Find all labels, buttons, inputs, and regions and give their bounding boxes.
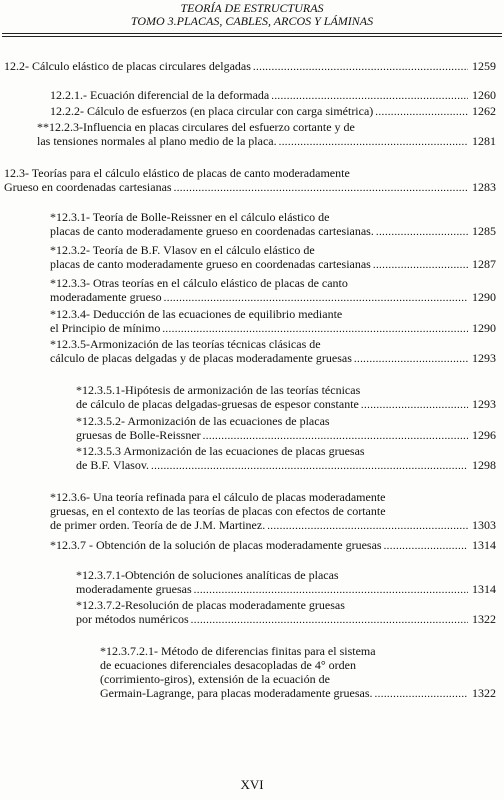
toc-entry-12-3-1[interactable] [50,210,496,239]
book-title: TEORÍA DE ESTRUCTURAS [180,1,324,15]
entry-page-number: 1290 [472,321,496,335]
toc-entry-12-3-5-2[interactable] [76,414,496,443]
entry-title-line: *12.3.5.1-Hipótesis de armonización de las teorías técnicas [76,383,361,397]
entry-final-line [50,518,496,533]
entry-title-line: gruesas, en el contexto de las teorías de placas con efectos de cortante [50,504,386,518]
toc-entry-12-3-7-2-1[interactable] [100,644,496,701]
dot-leader [267,518,468,533]
toc-entry-12-2-3[interactable] [37,120,496,149]
entry-final-line [50,351,496,366]
entry-final-line [100,686,496,701]
entry-page-number: 1290 [472,290,496,304]
dot-leader [361,397,468,412]
dot-leader [191,612,468,627]
toc-entry-12-3-2[interactable] [50,243,496,272]
entry-page-number: 1322 [472,612,496,626]
entry-title-text: moderadamente grueso [50,290,162,304]
entry-title-line: *12.3.7.2-Resolución de placas moderadamente gruesas [76,598,345,612]
entry-page-number: 1285 [472,224,496,238]
entry-title-line: *12.3.7.1-Obtención de soluciones analíticas de placas [76,568,339,582]
entry-page-number: 1303 [472,518,496,532]
toc-entry-12-3-5[interactable] [50,337,496,366]
entry-title-line: (corrimiento-giros), extensión de la ecuación de [100,672,330,686]
entry-title-line: *12.3.2- Teoría de B.F. Vlasov en el cálculo elástico de [50,243,315,257]
entry-page-number: 1260 [472,88,496,102]
entry-page-number: 1293 [472,397,496,411]
dot-leader [384,538,468,553]
entry-final-line [50,290,496,305]
entry-title-line: *12.3.5.2- Armonización de las ecuaciones de placas [76,414,330,428]
entry-page-number: 1281 [472,134,496,148]
dot-leader [375,104,468,119]
entry-final-line [76,582,496,597]
dot-leader [253,59,468,74]
toc-entry-12-3-5-1[interactable] [76,383,496,412]
page-number: XVI [240,777,264,792]
entry-title-text: las tensiones normales al plano medio de la placa. [37,134,277,148]
entry-final-line [50,321,496,336]
toc-entry-12-3-7[interactable] [50,538,496,553]
dot-leader [375,686,468,701]
entry-title-text: el Principio de mínimo [50,321,161,335]
dot-leader [354,351,468,366]
entry-final-line [76,428,496,443]
toc-entry-12-3-5-3[interactable] [76,444,496,473]
dot-leader [203,428,468,443]
entry-title-text: de B.F. Vlasov. [76,458,150,472]
dot-leader [174,180,468,195]
header-rule-thin [2,36,502,37]
entry-final-line [50,257,496,272]
entry-title-text: 12.2.1.- Ecuación diferencial de la deformada [50,88,270,102]
entry-title-text: gruesas de Bolle-Reissner [76,428,201,442]
entry-final-line [76,458,496,473]
toc-entry-12-3-7-2[interactable] [76,598,496,627]
entry-page-number: 1314 [472,582,496,596]
entry-title-line: *12.3.7.2.1- Método de diferencias finitas para el sistema [100,644,376,658]
entry-page-number: 1283 [472,180,496,194]
entry-final-line [50,88,496,103]
toc-entry-12-3-7-1[interactable] [76,568,496,597]
entry-title-line: de ecuaciones diferenciales desacopladas de 4° orden [100,658,357,672]
entry-title-line: *12.3.6- Una teoría refinada para el cálculo de placas moderadamente [50,490,386,504]
dot-leader [151,458,468,473]
entry-final-line [4,59,496,74]
entry-title-text: placas de canto moderadamente grueso en coordenadas cartesianas [50,257,371,271]
entry-final-line [50,104,496,119]
entry-page-number: 1296 [472,428,496,442]
entry-page-number: 1262 [472,104,496,118]
entry-title-line: *12.3.5-Armonización de las teorías técnicas clásicas de [50,337,321,351]
entry-title-line: *12.3.1- Teoría de Bolle-Reissner en el cálculo elástico de [50,210,330,224]
entry-title-line: **12.2.3-Influencia en placas circulares del esfuerzo cortante y de [37,120,355,134]
entry-final-line [50,538,496,553]
entry-title-text: 12.2.2- Cálculo de esfuerzos (en placa circular con carga simétrica) [50,104,374,118]
running-header [0,2,504,28]
entry-page-number: 1293 [472,351,496,365]
entry-title-text: moderadamente gruesas [76,582,192,596]
entry-title-text: de primer orden. Teoría de de J.M. Martinez. [50,518,266,532]
entry-final-line [76,612,496,627]
toc-entry-12-3[interactable] [4,166,496,195]
entry-page-number: 1314 [472,538,496,552]
dot-leader [376,224,468,239]
dot-leader [279,134,468,149]
entry-title-text: de cálculo de placas delgadas-gruesas de espesor constante [76,397,359,411]
toc-entry-12-2-2[interactable] [50,104,496,119]
dot-leader [373,257,468,272]
entry-title-text: Germain-Lagrange, para placas moderadamente gruesas. [100,686,373,700]
entry-title-line: *12.3.4- Deducción de las ecuaciones de equilibrio mediante [50,307,343,321]
entry-title-line: *12.3.5.3 Armonización de las ecuaciones de placas gruesas [76,444,365,458]
dot-leader [194,582,468,597]
entry-page-number: 1259 [472,59,496,73]
entry-final-line [4,180,496,195]
dot-leader [271,88,468,103]
entry-title-text: por métodos numéricos [76,612,189,626]
entry-final-line [76,397,496,412]
toc-entry-12-3-4[interactable] [50,307,496,336]
entry-final-line [37,134,496,149]
entry-title-line: *12.3.3- Otras teorías en el cálculo elástico de placas de canto [50,276,348,290]
entry-title-text: *12.3.7 - Obtención de la solución de placas moderadamente gruesas [50,538,382,552]
toc-entry-12-2[interactable] [4,59,496,74]
dot-leader [162,321,468,336]
entry-title-text: cálculo de placas delgadas y de placas moderadamente gruesas [50,351,352,365]
entry-title-text: Grueso en coordenadas cartesianas [4,180,172,194]
volume-subtitle: TOMO 3.PLACAS, CABLES, ARCOS Y LÁMINAS [130,14,374,28]
entry-title-text: 12.2- Cálculo elástico de placas circulares delgadas [4,59,251,73]
toc-entry-12-3-3[interactable] [50,276,496,305]
toc-entry-12-2-1[interactable] [50,88,496,103]
entry-title-line: 12.3- Teorías para el cálculo elástico de placas de canto moderadamente [4,166,350,180]
dot-leader [164,290,468,305]
entry-page-number: 1287 [472,257,496,271]
header-rule [2,33,502,34]
entry-title-text: placas de canto moderadamente grueso en coordenadas cartesianas. [50,224,374,238]
entry-page-number: 1298 [472,458,496,472]
entry-final-line [50,224,496,239]
entry-page-number: 1322 [472,686,496,700]
toc-entry-12-3-6[interactable] [50,490,496,533]
